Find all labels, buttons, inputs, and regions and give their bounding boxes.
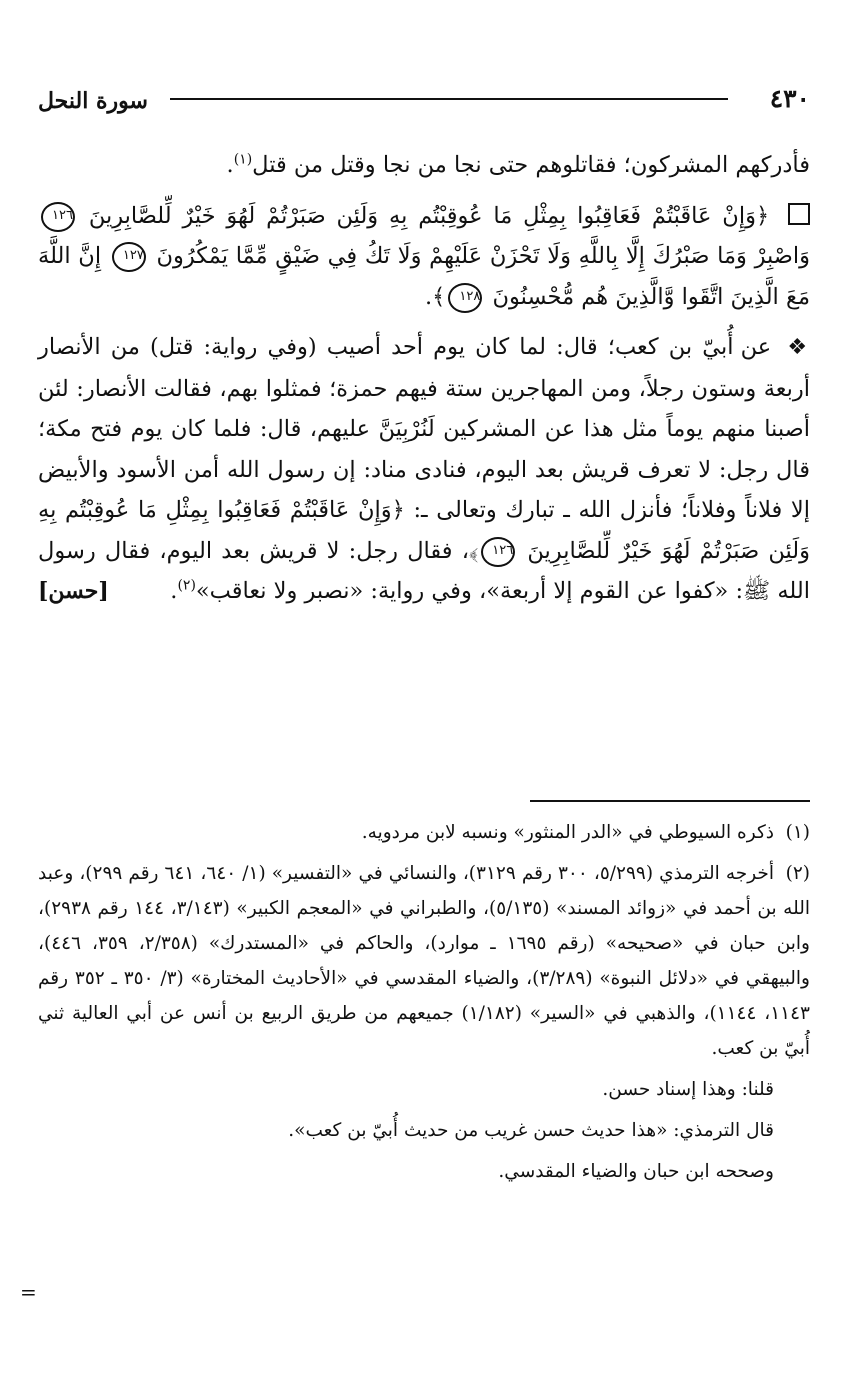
main-text <box>38 145 810 612</box>
footnote-2 <box>38 856 810 1066</box>
ayah-number-1: ١٢٦ <box>41 202 75 232</box>
footnote-ref-1: (١) <box>233 151 253 168</box>
footnote-1 <box>38 815 810 850</box>
verse-close: ﴾. <box>425 283 446 310</box>
opening-text: فأدركهم المشركون؛ فقاتلوهم حتى نجا من نجا وقتل من قتل <box>252 152 810 178</box>
hadith-text-a: عن أُبيّ بن كعب؛ قال: لما كان يوم أحد أصيب (وفي رواية: قتل) من الأنصار أربعة وستون رجلاً، ومن المهاجرين ستة فيهم حمزة؛ فمثلوا بهم، فقالت الأنصار: لئن أصبنا منهم يوماً مثل هذا عن المشركين لَنُرْبِيَنَّ عليهم، قال: فلما كان يوم فتح مكة؛ قال رجل: لا تعرف قريش بعد اليوم، فنادى مناد: إن رسول الله أمن الأسود والأبيض إلا فلاناً وفلاناً؛ فأنزل الله ـ تبارك وتعالى ـ: <box>38 334 810 523</box>
footnote-note-isnad: قلنا: وهذا إسناد حسن. <box>602 1079 774 1100</box>
surah-title: سورة النحل <box>38 88 148 114</box>
verse-text-3: إِنَّ اللَّهَ مَعَ الَّذِينَ اتَّقَوا وَّالَّذِينَ هُم مُّحْسِنُونَ <box>38 243 810 310</box>
hadith-verse: ﴿وَإِنْ عَاقَبْتُمْ فَعَاقِبُوا بِمِثْلِ مَا عُوقِبْتُم بِهِ وَلَئِن صَبَرْتُمْ لَهُوَ خَيْرٌ لِّلصَّابِرِينَ <box>38 497 810 564</box>
footnote-2-text: أخرجه الترمذي (٥/٢٩٩، ٣٠٠ رقم ٣١٢٩)، والنسائي في «التفسير» (١/ ٦٤٠، ٦٤١ رقم ٢٩٩)، وعبد الله بن أحمد في «زوائد المسند» (٥/١٣٥)، والطبراني في «المعجم الكبير» (٣/١٤٣، ١٤٤ رقم ٢٩٣٨)، وابن حبان في «صحيحه» (رقم ١٦٩٥ ـ موارد)، والحاكم في «المستدرك» (٢/٣٥٨، ٣٥٩، ٤٤٦)، والبيهقي في «دلائل النبوة» (٣/٢٨٩)، والضياء المقدسي في «الأحاديث المختارة» (٣/ ٣٥٠ ـ ٣٥٢ رقم ١١٤٣، ١١٤٤)، والذهبي في «السير» (١/١٨٢) جميعهم من طريق الربيع بن أنس عن أبي العالية ثني أُبيّ بن كعب. <box>38 863 810 1059</box>
hadith-grade: [حسن] <box>38 578 109 604</box>
hadith-paragraph <box>38 327 810 612</box>
footnotes <box>38 815 810 1189</box>
verse-text-2: وَاصْبِرْ وَمَا صَبْرُكَ إِلَّا بِاللَّهِ وَلَا تَحْزَنْ عَلَيْهِمْ وَلَا تَكُ فِي ضَيْقٍ مِّمَّا يَمْكُرُونَ <box>156 243 811 269</box>
hadith-ayah-number: ١٢٦ <box>481 537 515 567</box>
header-rule <box>170 98 728 100</box>
verse-text-1: ﴿وَإِنْ عَاقَبْتُمْ فَعَاقِبُوا بِمِثْلِ مَا عُوقِبْتُم بِهِ وَلَئِن صَبَرْتُمْ لَهُوَ خَيْرٌ لِّلصَّابِرِينَ <box>88 202 770 229</box>
continuation-mark: = <box>20 1280 37 1304</box>
footnote-note-sahih: وصححه ابن حبان والضياء المقدسي. <box>498 1161 774 1182</box>
ayah-number-3: ١٢٨ <box>448 283 482 313</box>
hadith-text-b: فقال رجل: لا قريش بعد اليوم، فقال رسول الله ﷺ: «كفوا عن القوم إلا أربعة»، وفي رواية: «نصبر ولا نعاقب» <box>38 537 810 604</box>
footnote-1-number: (١) <box>785 822 810 843</box>
footnote-1-text: ذكره السيوطي في «الدر المنثور» ونسبه لابن مردويه. <box>361 822 774 843</box>
ayah-number-2: ١٢٧ <box>112 242 146 272</box>
page-number: ٤٣٠ <box>769 84 810 113</box>
hadith-end: . <box>170 578 178 604</box>
footnote-2-number: (٢) <box>785 863 810 884</box>
hadith-verse-close: ﴾، <box>461 537 479 564</box>
running-header <box>38 82 810 122</box>
opening-end: . <box>226 152 234 178</box>
square-bullet-icon <box>788 203 810 225</box>
diamond-bullet-icon: ❖ <box>787 335 810 360</box>
footnote-separator <box>530 800 810 802</box>
footnote-note-tirmidhi: قال الترمذي: «هذا حديث حسن غريب من حديث أُبيّ بن كعب». <box>288 1120 774 1141</box>
footnote-ref-2: (٢) <box>177 577 196 594</box>
verse-block <box>38 196 810 318</box>
paragraph-opening <box>38 145 810 186</box>
